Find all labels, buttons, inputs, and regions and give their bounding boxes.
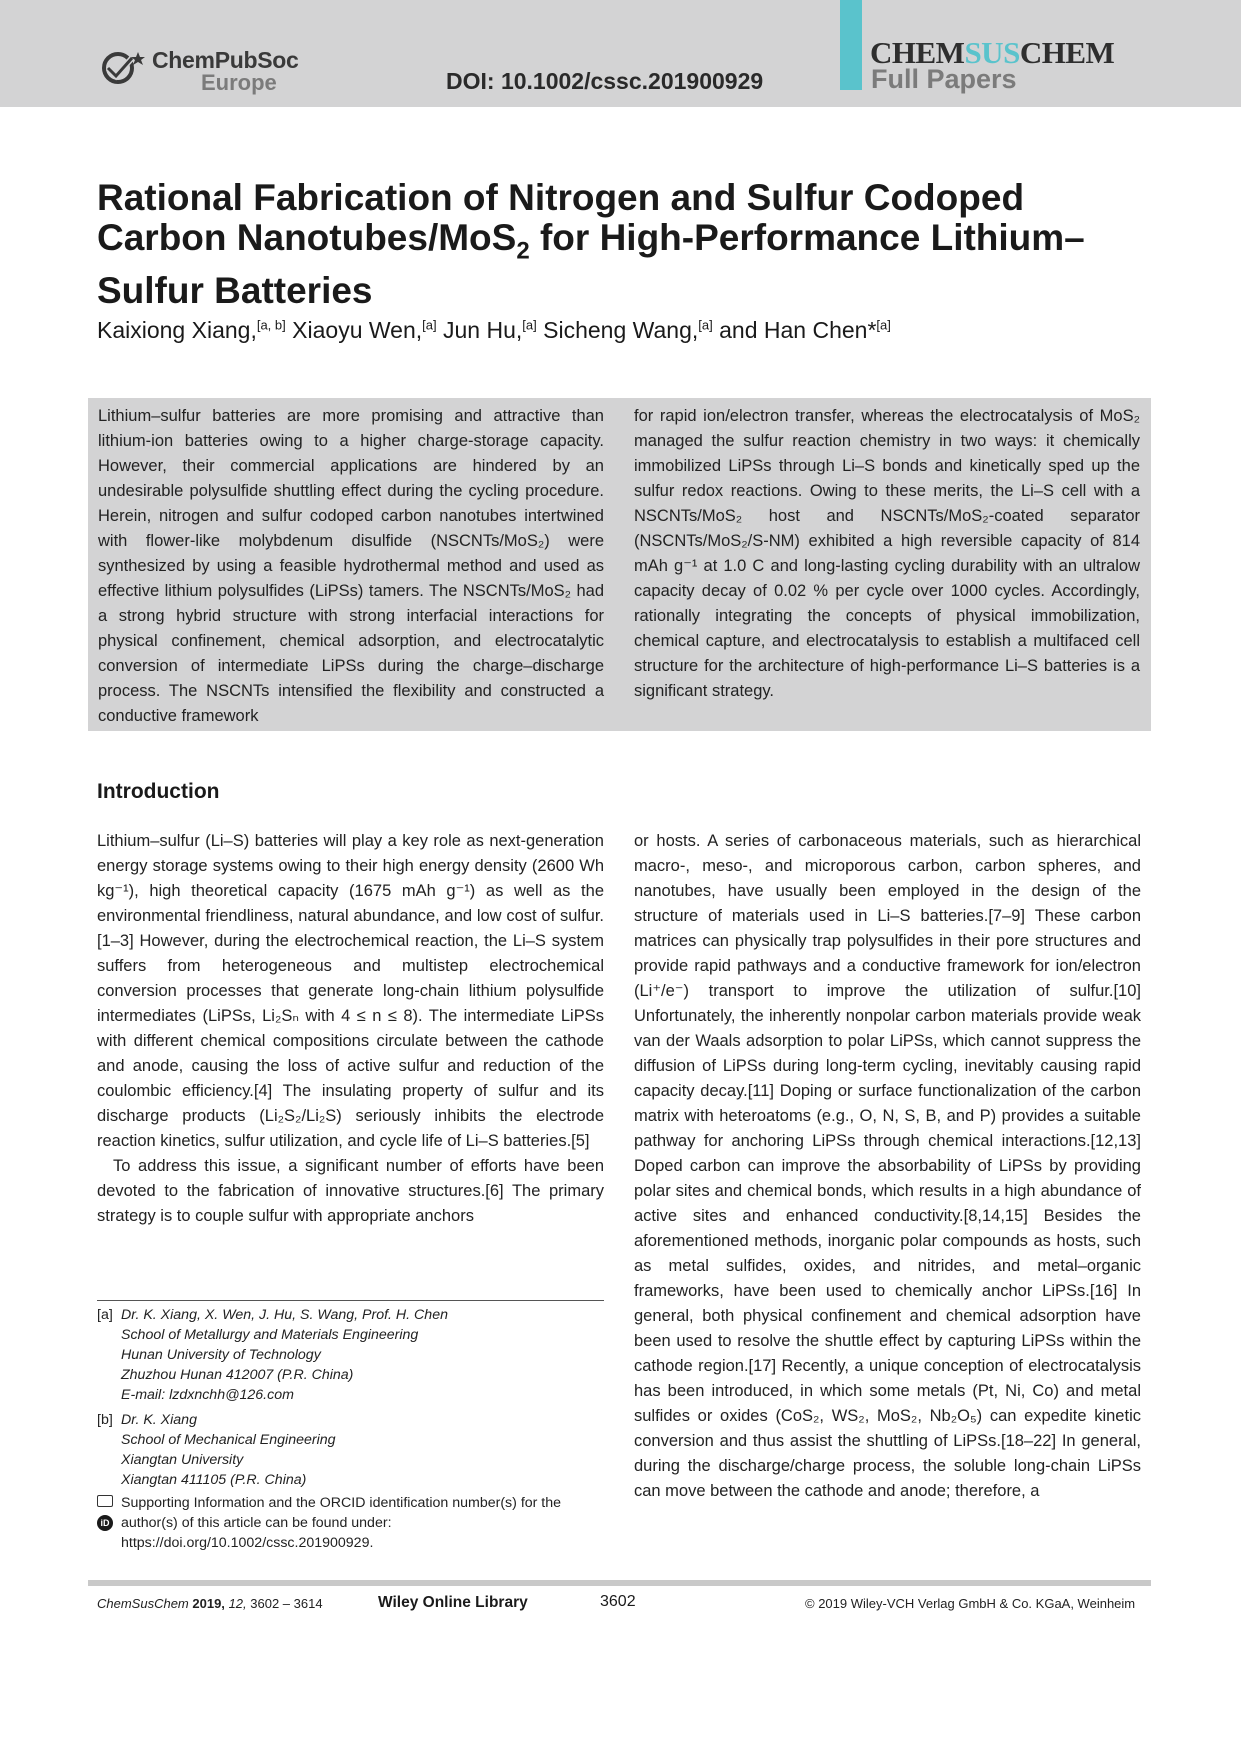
accent-bar — [840, 0, 862, 90]
footnote-divider — [97, 1300, 604, 1301]
body-right-column — [634, 829, 1141, 1504]
page-number: 3602 — [600, 1593, 636, 1610]
paragraph: or hosts. A series of carbonaceous materials, such as hierarchical macro-, meso-, and microporous carbon, carbon spheres, and nanotubes, have usually been employed in the design of the structure of materials used in Li–S batteries.[7–9] These carbon matrices can physically trap polysulfides in their pore structures and provide rapid pathways and a conductive framework for ion/electron (Li⁺/e⁻) transport to improve the utilization of sulfur.[10] Unfortunately, the inherently nonpolar carbon materials provide weak van der Waals adsorption to polar LiPSs, which cannot suppress the diffusion of LiPSs during long-term cycling, inevitably causing rapid capacity decay.[11] Doping or surface functionalization of the carbon matrix with heteroatoms (e.g., O, N, S, B, and P) provides a suitable pathway for anchoring LiPSs through chemical interactions.[12,13] Doped carbon can improve the absorbability of LiPSs by providing polar sites and chemical bonds, which results in a high abundance of active sites and enhanced conductivity.[8,14,15] Besides the aforementioned methods, inorganic polar compounds as hosts, such as metal sulfides, oxides, and nitrides, and metal–organic frameworks, have been used to chemically anchor LiPSs.[16] In general, both physical confinement and chemical adsorption have been used to resolve the shuttle effect by capturing LiPSs within the cathode region.[17] Recently, a unique conception of electrocatalysis has been introduced, in which some metals (Pt, Ni, Co) and metal sulfides or oxides (CoS₂, WS₂, MoS₂, Nb₂O₅) can expedite kinetic conversion and thus assist the shuttling of LiPSs.[18–22] In general, during the discharge/charge process, the soluble long-chain LiPSs can move between the cathode and anode; therefore, a — [634, 832, 1141, 1500]
article-title: Rational Fabrication of Nitrogen and Sulfur Codoped Carbon Nanotubes/MoS$_2$ for High-Performance Lithium–Sulfur Batteries — [97, 177, 1085, 312]
computer-icon — [97, 1495, 113, 1507]
doi-link[interactable]: DOI: 10.1002/cssc.201900929 — [446, 68, 764, 94]
body-left-column — [97, 829, 604, 1229]
logo-subname: Europe — [201, 70, 277, 95]
page-header — [0, 0, 1241, 107]
author: Xiaoyu Wen, — [292, 317, 423, 343]
footer-rule — [88, 1580, 1151, 1586]
journal-name: CHEMSUSCHEM — [870, 35, 1115, 70]
logo-name: ChemPubSoc — [152, 47, 299, 73]
author: Kaixiong Xiang, — [97, 317, 257, 343]
section-label: Full Papers — [871, 64, 1017, 94]
chempubsoc-logo-icon — [98, 46, 150, 90]
author: and Han Chen* — [719, 317, 877, 343]
email-link[interactable]: E-mail: lzdxnchh@126.com — [121, 1387, 294, 1403]
section-heading-introduction: Introduction — [97, 780, 220, 803]
wiley-online-library-link[interactable]: Wiley Online Library — [378, 1594, 528, 1611]
copyright-notice: © 2019 Wiley-VCH Verlag GmbH & Co. KGaA, Weinheim — [805, 1596, 1136, 1611]
author: Sicheng Wang, — [543, 317, 699, 343]
abstract-left-column: Lithium–sulfur batteries are more promising and attractive than lithium-ion batteries owing to a higher charge-storage capacity. However, their commercial applications are hindered by an undesirable polysulfide shuttling effect during the cycling procedure. Herein, nitrogen and sulfur codoped carbon nanotubes intertwined with flower-like molybdenum disulfide (NSCNTs/MoS₂) were synthesized by using a feasible hydrothermal method and used as effective lithium polysulfides (LiPSs) tamers. The NSCNTs/MoS₂ had a strong hybrid structure with strong interfacial interactions for physical confinement, chemical adsorption, and electrocatalytic conversion of intermediate LiPSs during the charge–discharge process. The NSCNTs intensified the flexibility and constructed a conductive framework — [98, 407, 604, 725]
abstract-box — [88, 398, 1151, 731]
footer-citation: ChemSusChem 2019, 12, 3602 – 3614 — [97, 1596, 323, 1611]
supporting-info-text[interactable]: Supporting Information and the ORCID identification number(s) for the author(s) of this article can be found under: https://doi.org/10.1002/cssc.201900929. — [121, 1495, 562, 1551]
abstract-right-column: for rapid ion/electron transfer, whereas the electrocatalysis of MoS₂ managed the sulfur reaction chemistry in two ways: it chemically immobilized LiPSs through Li–S bonds and kinetically sped up the sulfur redox reactions. Owing to these merits, the Li–S cell with a NSCNTs/MoS₂ host and NSCNTs/MoS₂-coated separator (NSCNTs/MoS₂/S-NM) exhibited a high reversible capacity of 814 mAh g⁻¹ at 1.0 C and long-lasting cycling durability with an ultralow capacity decay of 0.02 % per cycle over 1000 cycles. Accordingly, rationally integrating the concepts of physical immobilization, chemical capture, and electrocatalysis to establish a multifaced cell structure for the architecture of high-performance Li–S batteries is a significant strategy. — [634, 407, 1140, 700]
paragraph: Lithium–sulfur (Li–S) batteries will play a key role as next-generation energy storage systems owing to their high energy density (2600 Wh kg⁻¹), high theoretical capacity (1675 mAh g⁻¹) as well as the environmental friendliness, natural abundance, and low cost of sulfur.[1–3] However, during the electrochemical reaction, the Li–S system suffers from heterogeneous and multistep electrochemical conversion processes that generate long-chain lithium polysulfide intermediates (LiPSs, Li₂Sₙ with 4 ≤ n ≤ 8). The intermediate LiPSs with different chemical compositions circulate between the cathode and anode, causing the loss of active sulfur and reduction of the coulombic efficiency.[4] The insulating property of sulfur and its discharge products (Li₂S₂/Li₂S) seriously inhibits the electrode reaction kinetics, sulfur utilization, and cycle life of Li–S batteries.[5] — [97, 832, 604, 1150]
orcid-icon: iD — [97, 1515, 113, 1531]
author-list: Kaixiong Xiang,[a, b] Xiaoyu Wen,[a] Jun Hu,[a] Sicheng Wang,[a] and Han Chen*[a] — [97, 317, 891, 343]
paragraph: To address this issue, a significant number of efforts have been devoted to the fabrication of innovative structures.[6] The primary strategy is to couple sulfur with appropriate anchors — [97, 1157, 604, 1225]
author: Jun Hu, — [443, 317, 523, 343]
